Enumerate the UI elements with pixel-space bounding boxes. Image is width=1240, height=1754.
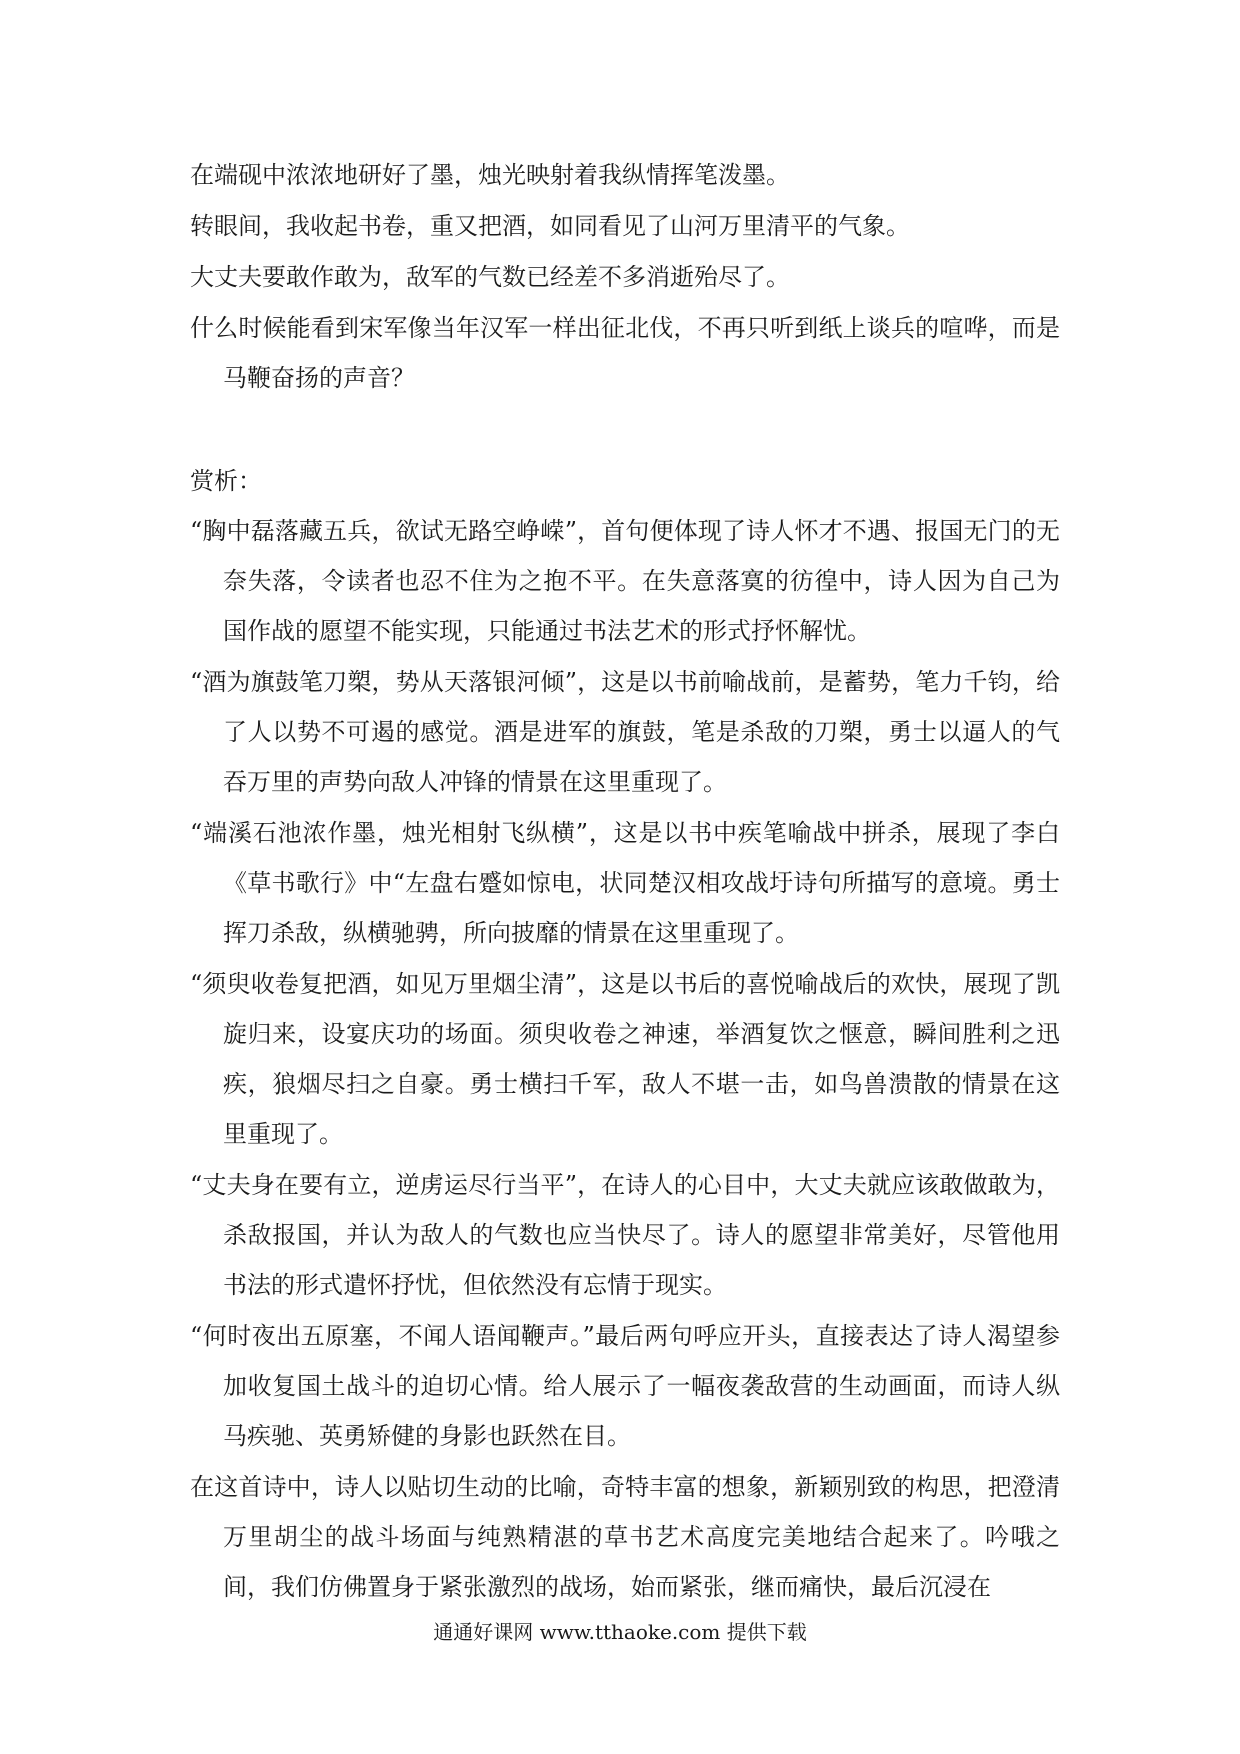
appreciation-paragraph: “端溪石池浓作墨，烛光相射飞纵横”，这是以书中疾笔喻战中拼杀，展现了李白《草书歌行》中“左盘右蹙如惊电，状同楚汉相攻战圩诗句所描写的意境。勇士挥刀杀敌，纵横驰骋，所向披靡的情景在这里重现了。 [190,819,1060,947]
appreciation-paragraph: “须臾收卷复把酒，如见万里烟尘清”，这是以书后的喜悦喻战后的欢快，展现了凯旋归来，设宴庆功的场面。须臾收卷之神速，举酒复饮之惬意，瞬间胜利之迅疾，狼烟尽扫之自豪。勇士横扫千军，敌人不堪一击，如鸟兽溃散的情景在这里重现了。 [190,970,1060,1148]
appreciation-paragraph: “丈夫身在要有立，逆虏运尽行当平”，在诗人的心目中，大丈夫就应该敢做敢为，杀敌报国，并认为敌人的气数也应当快尽了。诗人的愿望非常美好，尽管他用书法的形式遣怀抒忧，但依然没有忘情于现实。 [190,1171,1060,1299]
appreciation-paragraph: “酒为旗鼓笔刀槊，势从天落银河倾”，这是以书前喻战前，是蓄势，笔力千钧，给了人以势不可遏的感觉。酒是进军的旗鼓，笔是杀敌的刀槊，勇士以逼人的气吞万里的声势向敌人冲锋的情景在这里重现了。 [190,668,1060,796]
appreciation-heading: 赏析： [190,467,262,495]
appreciation-paragraph: “胸中磊落藏五兵，欲试无路空峥嵘”，首句便体现了诗人怀才不遇、报国无门的无奈失落，令读者也忍不住为之抱不平。在失意落寞的彷徨中，诗人因为自己为国作战的愿望不能实现，只能通过书法艺术的形式抒怀解忧。 [190,517,1060,645]
translation-section [190,150,1060,403]
document-body [190,150,1060,1613]
appreciation-section [190,506,1060,1612]
page-footer: 通通好课网 www.tthaoke.com 提供下载 [433,1620,807,1644]
appreciation-paragraph: 在这首诗中，诗人以贴切生动的比喻，奇特丰富的想象，新颖别致的构思，把澄清万里胡尘的战斗场面与纯熟精湛的草书艺术高度完美地结合起来了。吟哦之间，我们仿佛置身于紧张激烈的战场，始而紧张，继而痛快，最后沉浸在 [190,1473,1060,1601]
translation-line: 大丈夫要敢作敢为，敌军的气数已经差不多消逝殆尽了。 [190,263,790,291]
translation-line: 什么时候能看到宋军像当年汉军一样出征北伐，不再只听到纸上谈兵的喧哗，而是马鞭奋扬的声音？ [190,314,1060,392]
translation-line: 在端砚中浓浓地研好了墨，烛光映射着我纵情挥笔泼墨。 [190,161,790,189]
section-spacer [190,404,1060,456]
appreciation-paragraph: “何时夜出五原塞，不闻人语闻鞭声。”最后两句呼应开头，直接表达了诗人渴望参加收复国土战斗的迫切心情。给人展示了一幅夜袭敌营的生动画面，而诗人纵马疾驰、英勇矫健的身影也跃然在目。 [190,1322,1060,1450]
translation-line: 转眼间，我收起书卷，重又把酒，如同看见了山河万里清平的气象。 [190,212,910,240]
